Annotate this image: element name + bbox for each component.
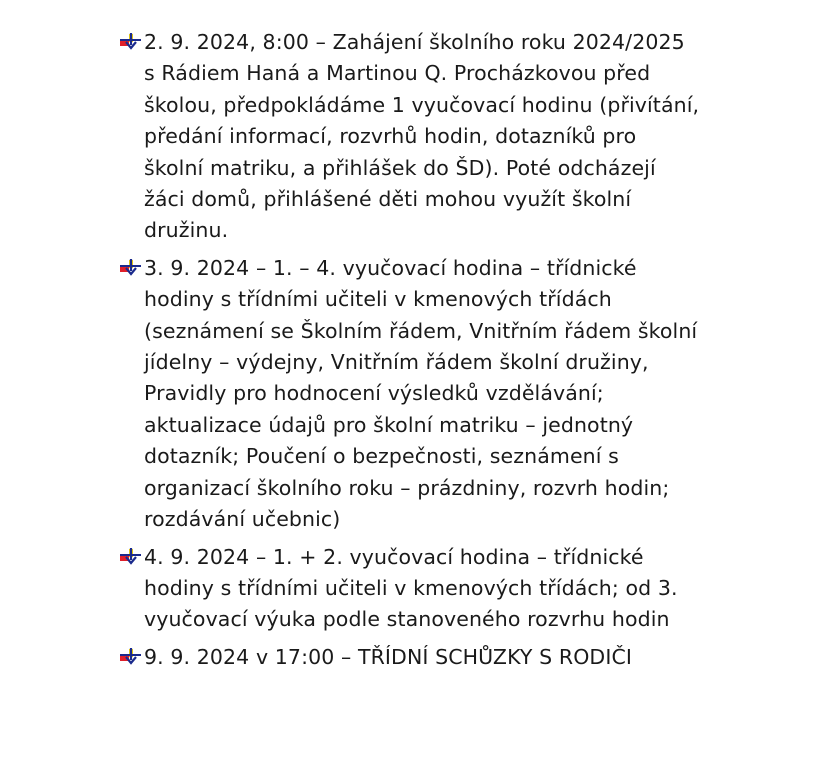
list-item: [120, 542, 700, 636]
list-item: [120, 253, 700, 536]
list-item: [120, 27, 700, 247]
arrow-down-bullet-icon: [120, 646, 142, 666]
arrow-down-bullet-icon: [120, 546, 142, 566]
announcement-list: [120, 27, 700, 679]
list-item: [120, 642, 700, 673]
list-item-text: 2. 9. 2024, 8:00 – Zahájení školního roku 2024/2025 s Rádiem Haná a Martinou Q. Procházkovou před školou, předpokládáme 1 vyučovací hodinu (přivítání, předání informací, rozvrhů hodin, dotazníků pro školní matriku, a přihlášek do ŠD). Poté odcházejí žáci domů, přihlášené děti mohou využít školní družinu.: [144, 30, 700, 243]
list-item-text: 9. 9. 2024 v 17:00 – TŘÍDNÍ SCHŮZKY S RODIČI: [144, 644, 633, 669]
arrow-down-bullet-icon: [120, 31, 142, 51]
list-item-text: 4. 9. 2024 – 1. + 2. vyučovací hodina – třídnické hodiny s třídními učiteli v kmenových třídách; od 3. vyučovací výuka podle stanoveného rozvrhu hodin: [144, 544, 678, 632]
arrow-down-bullet-icon: [120, 257, 142, 277]
list-item-text: 3. 9. 2024 – 1. – 4. vyučovací hodina – třídnické hodiny s třídními učiteli v kmenových třídách (seznámení se Školním řádem, Vnitřním řádem školní jídelny – výdejny, Vnitřním řádem školní družiny, Pravidly pro hodnocení výsledků vzdělávání; aktualizace údajů pro školní matriku – jednotný dotazník; Poučení o bezpečnosti, seznámení s organizací školního roku – prázdniny, rozvrh hodin; rozdávání učebnic): [144, 255, 698, 532]
